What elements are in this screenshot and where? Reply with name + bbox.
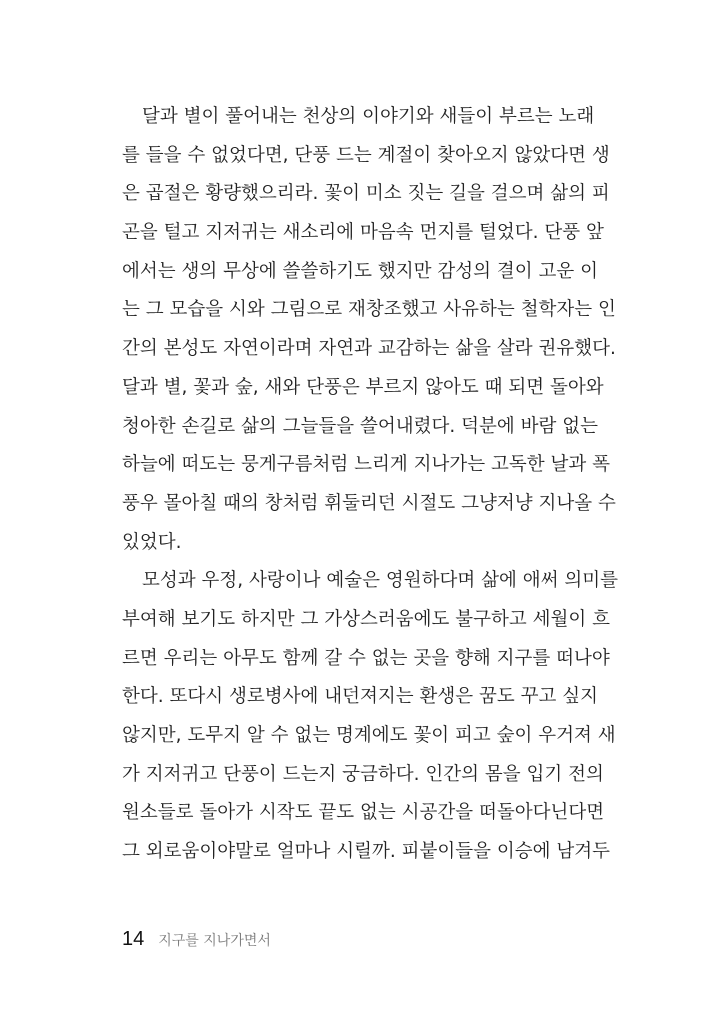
text-line: 달과 별, 꽃과 숲, 새와 단풍은 부르지 않아도 때 되면 돌아와 [122,376,604,398]
text-line: 청아한 손길로 삶의 그늘들을 쓸어내렸다. 덕분에 바람 없는 [122,415,598,437]
text-line: 한다. 또다시 생로병사에 내던져지는 환생은 꿈도 꾸고 싶지 [122,686,598,708]
text-line: 를 들을 수 없었다면, 단풍 드는 계절이 찾아오지 않았다면 생 [122,144,610,166]
text-line: 곤을 털고 지저귀는 새소리에 마음속 먼지를 털었다. 단풍 앞 [122,222,604,244]
text-line: 르면 우리는 아무도 함께 갈 수 없는 곳을 향해 지구를 떠나야 [122,647,610,669]
text-line: 있었다. [122,531,182,553]
text-line: 풍우 몰아칠 때의 창처럼 휘둘리던 시절도 그냥저냥 지나올 수 [122,492,616,514]
text-line: 원소들로 돌아가 시작도 끝도 없는 시공간을 떠돌아다닌다면 [122,802,605,824]
text-line: 모성과 우정, 사랑이나 예술은 영원하다며 삶에 애써 의미를 [142,570,618,592]
text-line: 그 외로움이야말로 얼마나 시릴까. 피붙이들을 이승에 남겨두 [122,841,610,863]
running-title: 지구를 지나가면서 [158,933,271,949]
text-line: 부여해 보기도 하지만 그 가상스러움에도 불구하고 세월이 흐 [122,608,610,630]
text-line: 하늘에 떠도는 뭉게구름처럼 느리게 지나가는 고독한 날과 폭 [122,454,610,476]
paragraph-1 [122,98,616,562]
body-text [122,98,618,872]
page-footer [122,928,271,951]
text-line: 가 지저귀고 단풍이 드는지 궁금하다. 인간의 몸을 입기 전의 [122,763,604,785]
text-line: 에서는 생의 무상에 쓸쓸하기도 했지만 감성의 결이 고운 이 [122,260,598,282]
text-line: 은 곱절은 황량했으리라. 꽃이 미소 짓는 길을 걸으며 삶의 피 [122,183,610,205]
paragraph-2 [122,562,618,872]
text-line: 간의 본성도 자연이라며 자연과 교감하는 삶을 살라 권유했다. [122,338,616,360]
page-number: 14 [122,928,145,950]
text-line: 달과 별이 풀어내는 천상의 이야기와 새들이 부르는 노래 [142,106,595,127]
text-line: 않지만, 도무지 알 수 없는 명계에도 꽃이 피고 숲이 우거져 새 [122,725,616,746]
text-line: 는 그 모습을 시와 그림으로 재창조했고 사유하는 철학자는 인 [122,299,616,321]
